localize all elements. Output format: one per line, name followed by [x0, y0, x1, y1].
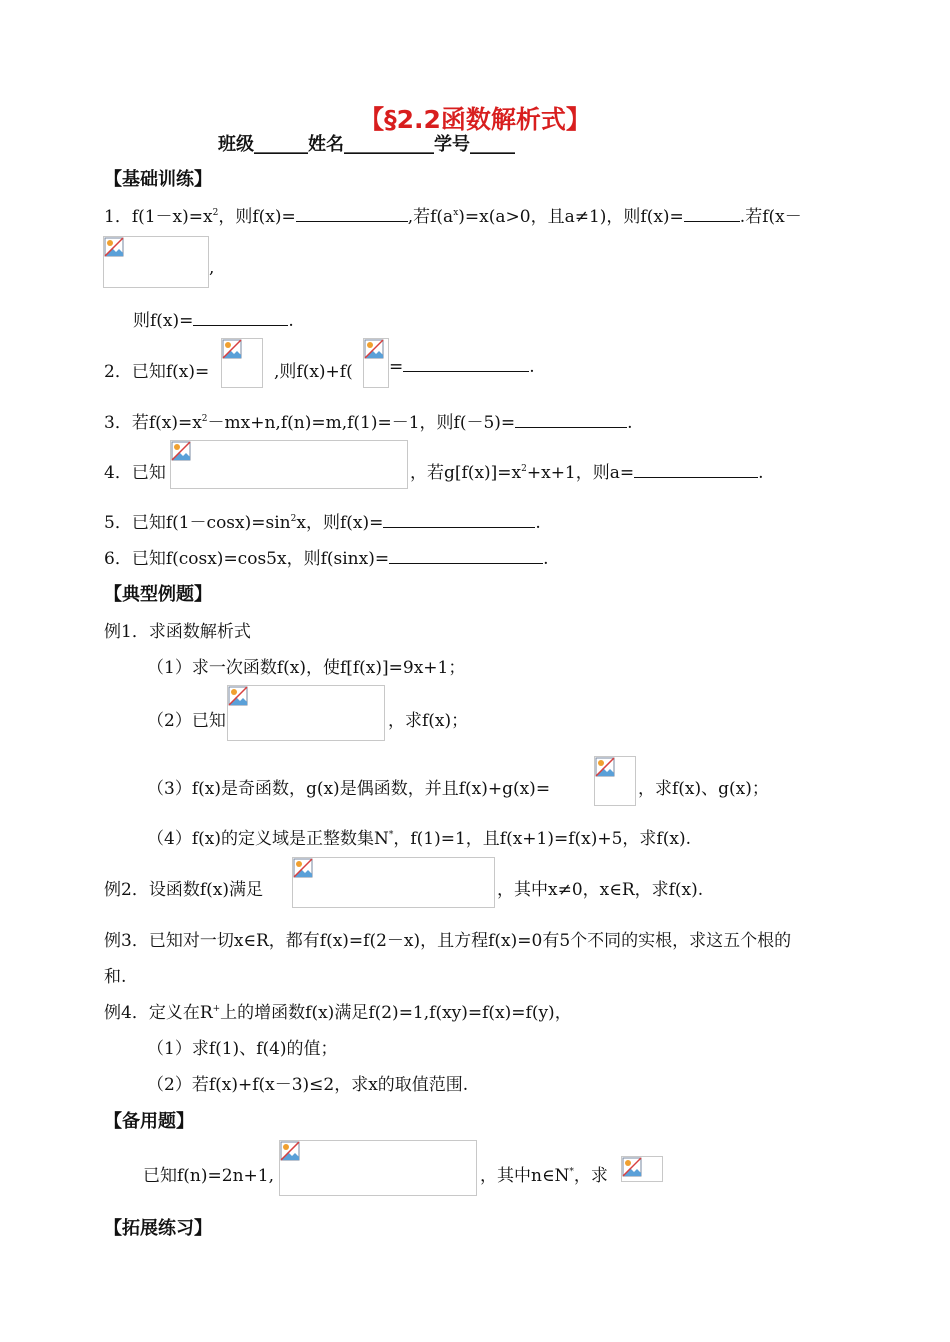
broken-image-icon	[364, 339, 384, 359]
question-4-lead: 4．已知	[104, 463, 166, 483]
formula-image	[621, 1156, 663, 1182]
broken-image-icon	[228, 686, 248, 706]
answer-blank	[389, 562, 543, 564]
example-1-title: 例1．求函数解析式	[104, 622, 251, 642]
question-1-result: 则f(x)= .	[133, 311, 294, 331]
example-1-part-1: （1）求一次函数f(x)，使f[f(x)]=9x+1；	[147, 658, 466, 678]
formula-image	[363, 338, 389, 388]
answer-blank	[634, 476, 758, 478]
broken-image-icon	[293, 858, 313, 878]
formula-image	[227, 685, 385, 741]
example-1-part-3-tail: ，求f(x)、g(x)；	[638, 779, 769, 799]
example-1-part-3-lead: （3）f(x)是奇函数，g(x)是偶函数，并且f(x)+g(x)=	[147, 779, 551, 799]
example-3-line-1: 例3．已知对一切x∈R，都有f(x)=f(2－x)，且方程f(x)=0有5个不同的实根，求这五个根的	[104, 931, 792, 951]
question-2-tail: = .	[389, 357, 535, 377]
broken-image-icon	[222, 339, 242, 359]
class-name-id-line: 班级______姓名__________学号_____	[218, 134, 515, 155]
broken-image-icon	[622, 1157, 642, 1177]
example-1-part-2-lead: （2）已知	[147, 711, 226, 731]
answer-blank	[684, 220, 740, 222]
question-3: 3．若$f(x)=x^2-mx+n,f(n)=m,f(1)=-1$，则f(－5)= .	[104, 413, 633, 433]
answer-blank	[515, 426, 627, 428]
section-backup-problems: 【备用题】	[104, 1111, 194, 1132]
formula-image	[221, 338, 263, 388]
answer-blank	[193, 324, 288, 326]
broken-image-icon	[280, 1141, 300, 1161]
answer-blank	[383, 526, 535, 528]
section-typical-examples: 【典型例题】	[104, 584, 212, 605]
example-4-part-2: （2）若f(x)+f(x－3)≤2，求x的取值范围.	[147, 1075, 469, 1095]
backup-problem-tail: ，其中n∈N*，求	[480, 1166, 608, 1186]
broken-image-icon	[104, 237, 124, 257]
example-3-line-2: 和.	[104, 967, 127, 987]
question-1: 1．$f(1-x)=x^2$，则f(x)= ,若$f(a^x)=x(a>0$，且a≠1)，则f(x)= .若f(x－	[104, 207, 802, 227]
page-title: 【§2.2函数解析式】	[359, 105, 591, 134]
formula-image	[103, 236, 209, 288]
backup-problem-lead: 已知f(n)=2n+1,	[143, 1166, 274, 1186]
example-2-tail: ，其中x≠0，x∈R，求f(x).	[497, 880, 704, 900]
formula-image	[170, 440, 408, 489]
broken-image-icon	[595, 757, 615, 777]
question-6: 6．已知f(cosx)=cos5x，则f(sinx)= .	[104, 549, 549, 569]
example-2-lead: 例2．设函数f(x)满足	[104, 880, 263, 900]
formula-image	[594, 756, 636, 806]
section-extension-exercises: 【拓展练习】	[104, 1218, 212, 1239]
question-5: 5．已知$f(1-\cos x)=\sin^2x$，则f(x)= .	[104, 513, 541, 533]
question-2-lead: 2．已知f(x)=	[104, 362, 210, 382]
question-4-tail: ，若$g[f(x)]=x^2+x+1$，则a= .	[410, 463, 764, 483]
example-1-part-4: （4）f(x)的定义域是正整数集N*，f(1)=1，且f(x+1)=f(x)+5，求f(x).	[147, 829, 691, 849]
question-1-comma: ,	[209, 258, 215, 278]
example-4-title: 例4．定义在R+上的增函数f(x)满足f(2)=1,f(xy)=f(x)=f(y)，	[104, 1003, 572, 1023]
answer-blank	[403, 370, 529, 372]
formula-image	[292, 857, 495, 908]
example-1-part-2-tail: ，求f(x)；	[388, 711, 469, 731]
question-2-middle: ,则f(x)+f(	[274, 362, 353, 382]
section-basic-training: 【基础训练】	[104, 169, 212, 190]
answer-blank	[296, 220, 408, 222]
example-4-part-1: （1）求f(1)、f(4)的值；	[147, 1039, 338, 1059]
broken-image-icon	[171, 441, 191, 461]
formula-image	[279, 1140, 477, 1196]
